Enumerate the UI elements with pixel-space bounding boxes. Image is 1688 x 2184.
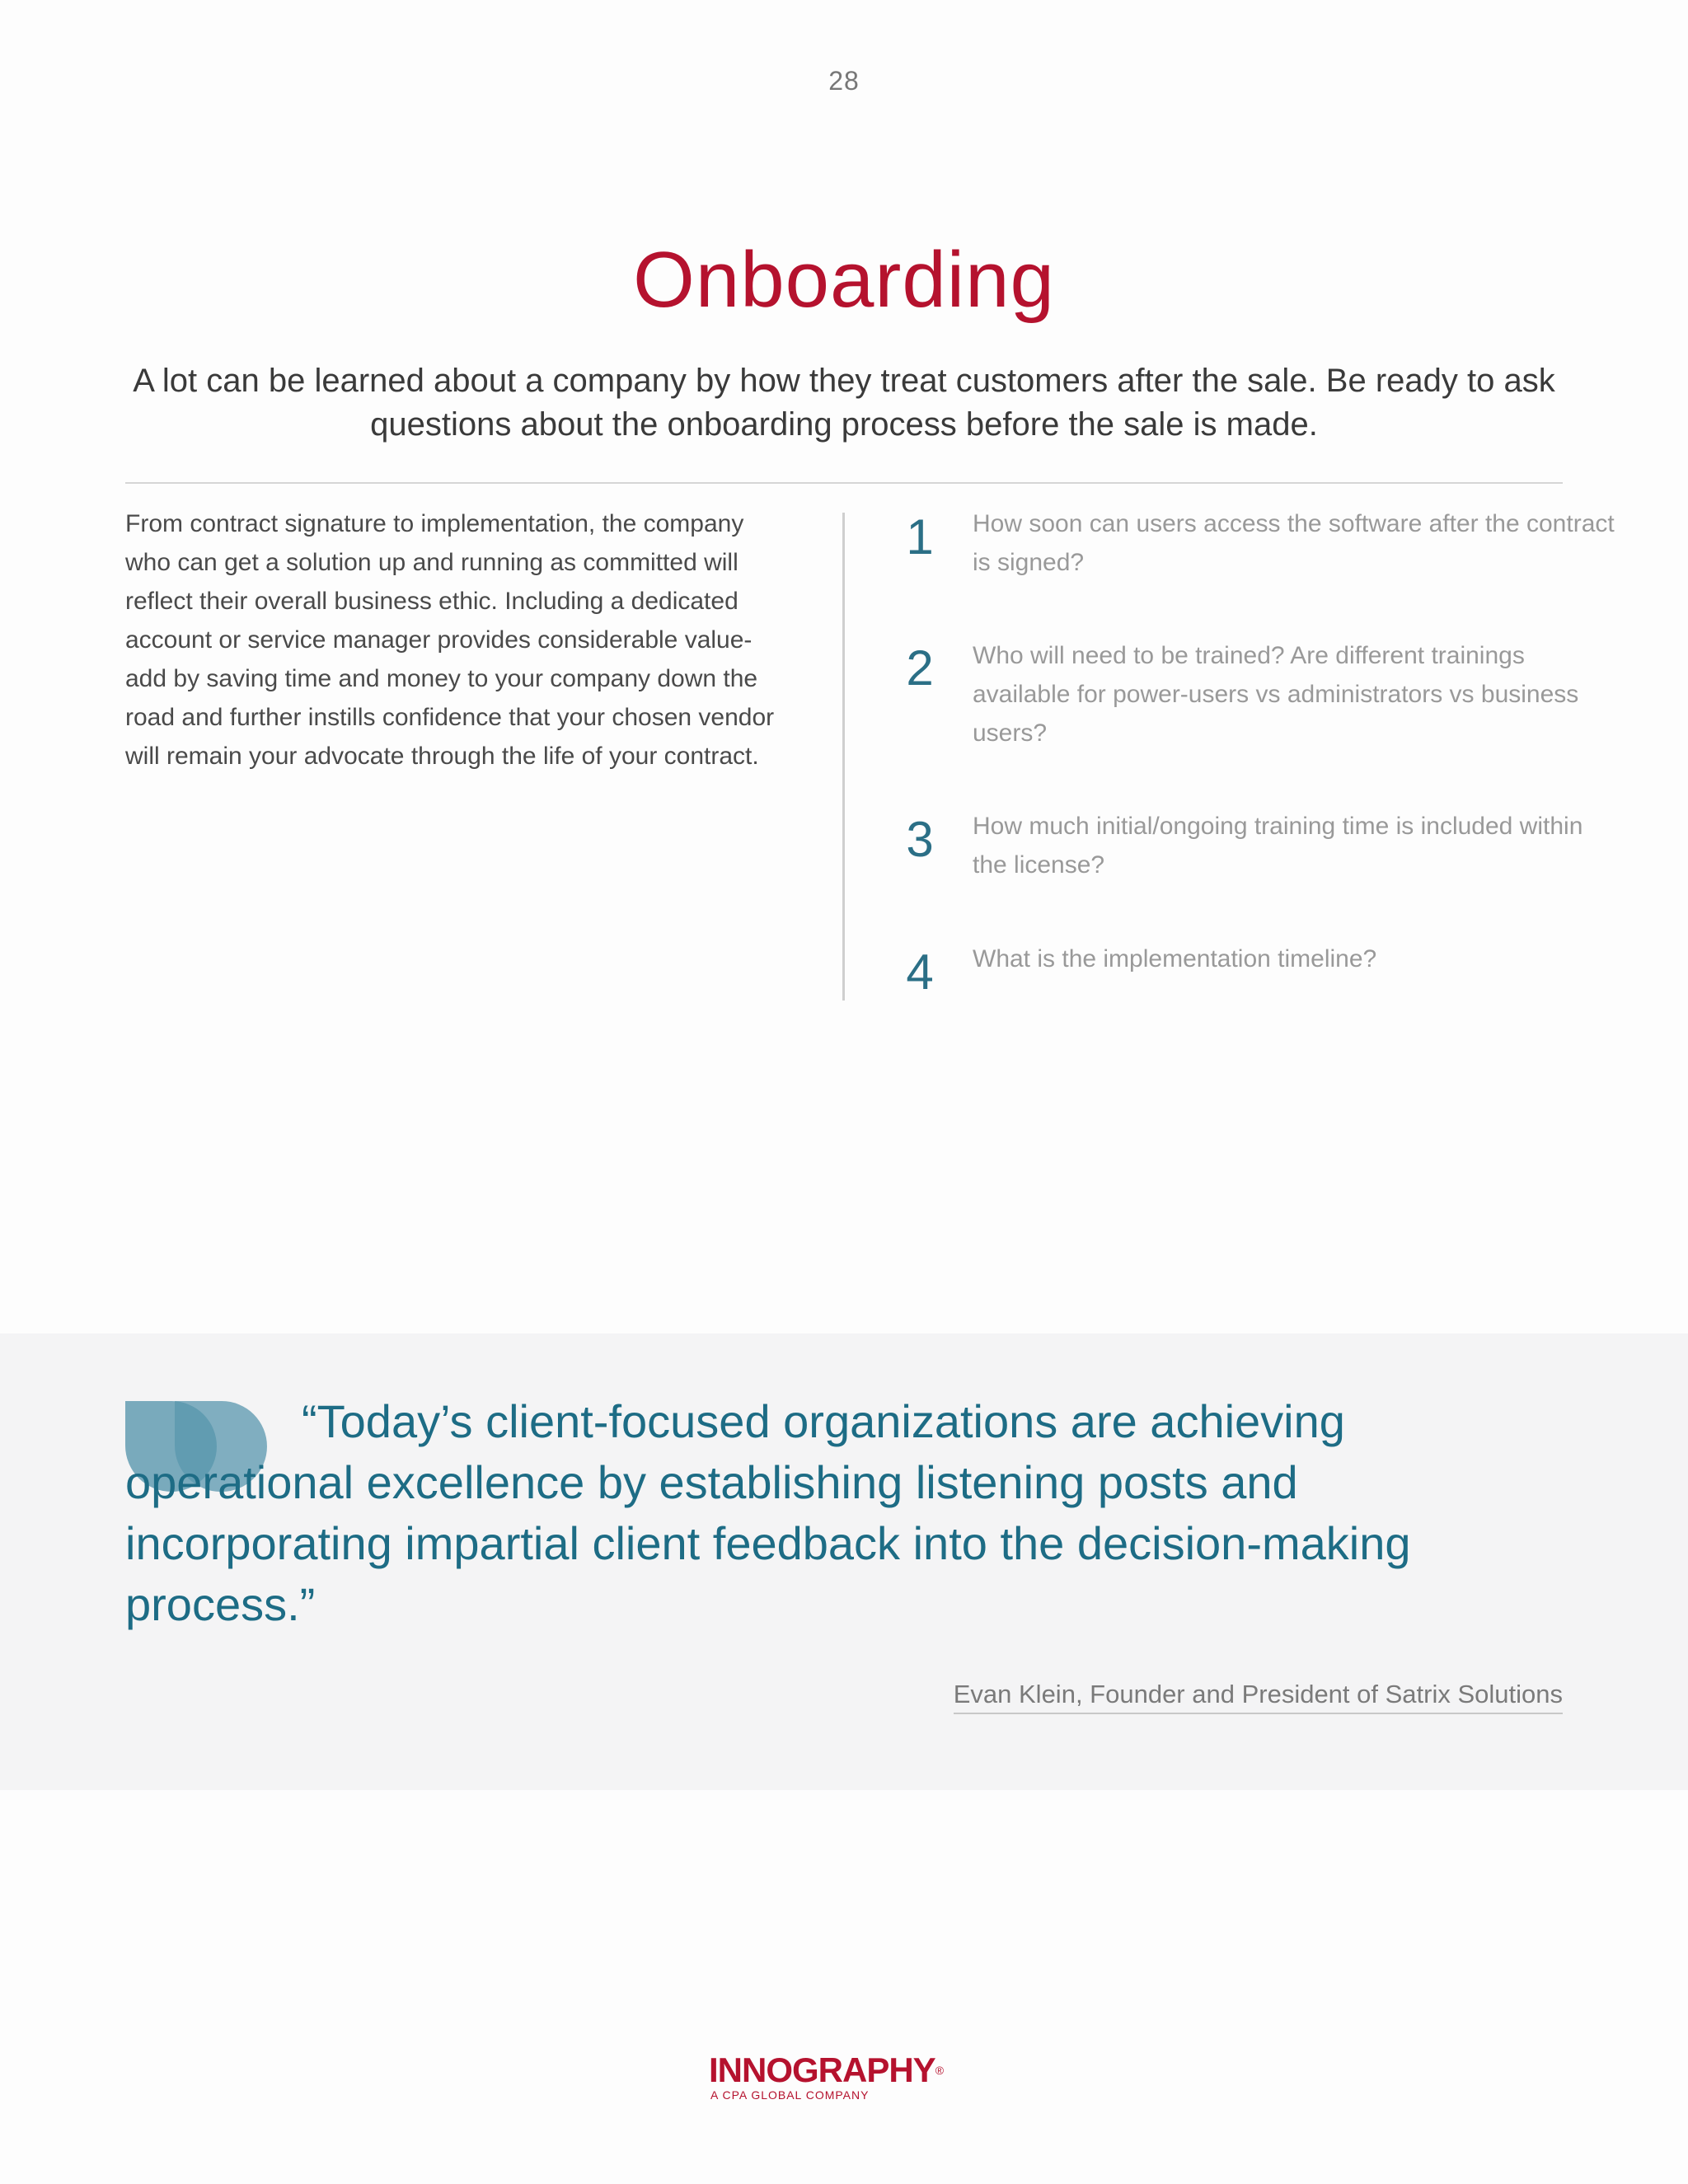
- question-number: 1: [906, 509, 934, 565]
- page-title: Onboarding: [633, 236, 1055, 324]
- quote-attribution: Evan Klein, Founder and President of Satrix Solutions: [954, 1680, 1563, 1714]
- question-text: How soon can users access the software after the contract is signed?: [973, 510, 1615, 576]
- question-number: 2: [906, 640, 934, 696]
- pull-quote: “Today’s client-focused organizations are achieving operational excellence by establishing listening posts and incorporating impartial client feedback into the decision-making process.”: [125, 1395, 1411, 1630]
- question-text: Who will need to be trained? Are different trainings available for power-users vs administrators vs business users?: [973, 642, 1579, 747]
- question-text: What is the implementation timeline?: [973, 945, 1377, 972]
- registered-mark: ®: [935, 2064, 944, 2077]
- question-number: 3: [906, 812, 934, 867]
- logo-tagline: A CPA GLOBAL COMPANY: [710, 2088, 870, 2102]
- question-number: 4: [906, 944, 934, 1000]
- company-logo: [709, 2052, 981, 2102]
- logo-word: INNOGRAPHY: [709, 2050, 935, 2089]
- horizontal-divider: [125, 482, 1563, 484]
- logo-wordmark: [709, 2052, 981, 2088]
- intro-paragraph: From contract signature to implementation, the company who can get a solution up and running as committed will reflect their overall business ethic. Including a dedicated account or service manager provides considerable value-add by saving time and money to your company down the road and further instills confidence that your chosen vendor will remain your advocate through the life of your contract.: [125, 510, 775, 770]
- question-text: How much initial/ongoing training time is included within the license?: [973, 813, 1583, 879]
- page-number: 28: [828, 66, 860, 96]
- page-subtitle: A lot can be learned about a company by how they treat customers after the sale. Be ready to ask questions about the onboarding process before the sale is made.: [133, 363, 1555, 443]
- vertical-divider: [842, 513, 845, 1001]
